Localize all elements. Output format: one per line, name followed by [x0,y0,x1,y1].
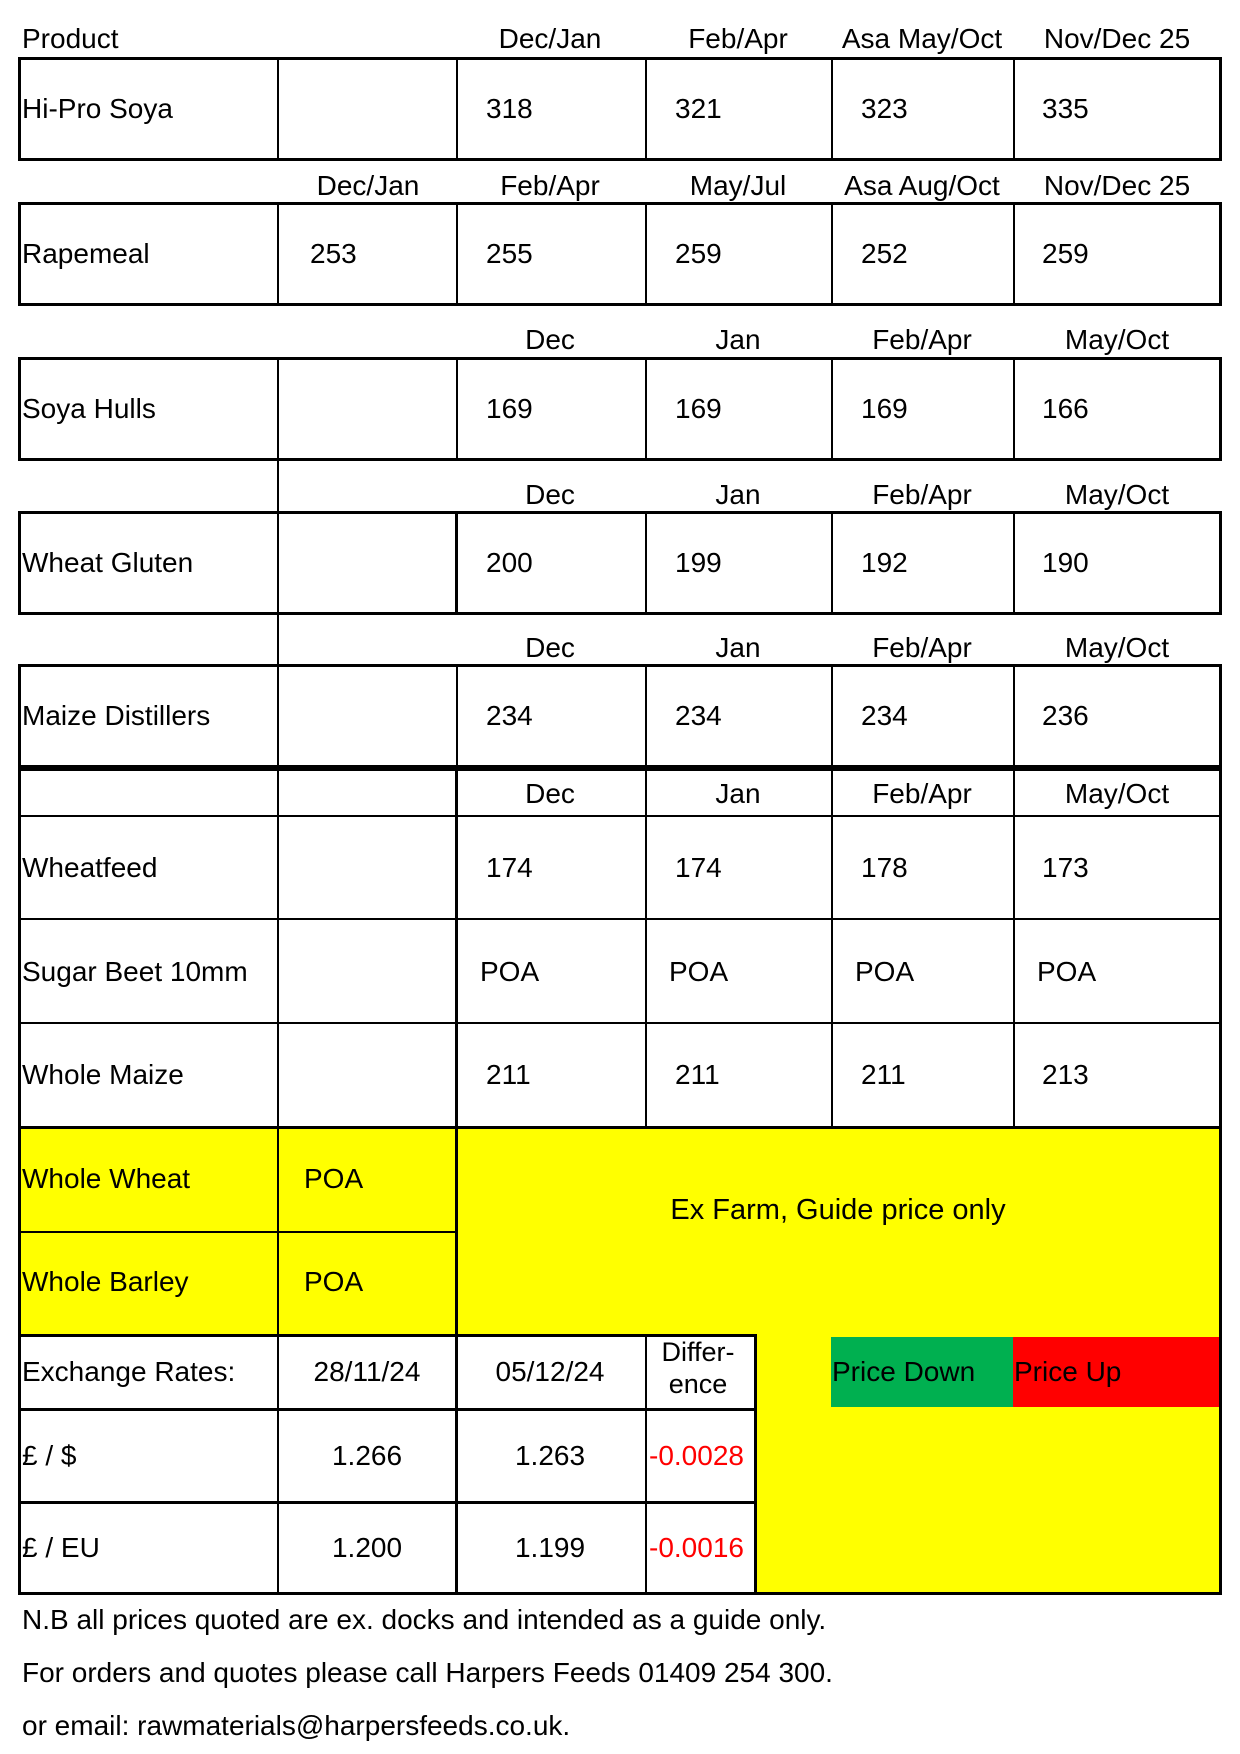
col-header: Feb/Apr [872,324,972,355]
price-cell: 169 [486,393,533,424]
rate-difference: -0.0028 [649,1440,744,1471]
exchange-label: Exchange Rates: [22,1356,236,1387]
product-name: Sugar Beet 10mm [22,956,248,987]
divider [456,357,458,461]
price-cell: 200 [486,547,533,578]
divider [277,768,279,1595]
divider [277,461,279,511]
divider [831,511,833,615]
product-name: Whole Wheat [22,1163,191,1194]
divider [831,202,833,306]
col-header-dec-jan: Dec/Jan [498,23,602,54]
col-header: Feb/Apr [872,778,972,809]
note-phone: For orders and quotes please call Harpers Feeds 01409 254 300. [22,1657,833,1688]
divider [18,1231,456,1233]
col-header-nov-dec-25: Nov/Dec 25 [1043,23,1191,54]
product-name: Hi-Pro Soya [22,93,173,124]
col-header: Dec [525,324,575,355]
price-cell: 259 [675,238,722,269]
legend-price-up: Price Up [1014,1356,1122,1387]
col-header: Feb/Apr [500,170,600,201]
price-cell: POA [1037,956,1097,987]
divider [1013,768,1015,1126]
price-cell: POA [855,956,915,987]
divider [277,57,279,161]
col-header: May/Jul [689,170,787,201]
legend-price-down: Price Down [832,1356,976,1387]
divider [18,1126,1222,1129]
divider [1013,511,1015,615]
price-cell: 321 [675,93,722,124]
price-cell: 192 [861,547,908,578]
divider [18,918,1222,920]
price-cell: 255 [486,238,533,269]
divider [645,511,647,615]
price-cell: 259 [1042,238,1089,269]
price-cell: 234 [486,700,533,731]
rate-cell: 1.199 [514,1532,586,1563]
price-cell: 211 [861,1059,906,1090]
divider [277,202,279,306]
price-cell: 173 [1042,852,1089,883]
col-header: Jan [715,778,761,809]
product-name: Maize Distillers [22,700,211,731]
note-email: or email: rawmaterials@harpersfeeds.co.uk. [22,1710,571,1741]
rate-cell: 1.266 [331,1440,403,1471]
price-cell: POA [304,1163,364,1194]
divider [18,1022,1222,1024]
divider [831,664,833,768]
col-header: Dec [525,479,575,510]
price-cell: 174 [675,852,722,883]
price-cell: 335 [1042,93,1089,124]
divider [456,57,458,161]
col-header: Feb/Apr [872,632,972,663]
col-header: Jan [715,479,761,510]
divider [456,664,458,768]
col-header: May/Oct [1064,479,1170,510]
col-header: Asa Aug/Oct [844,170,1000,201]
price-cell: POA [304,1266,364,1297]
product-name: Whole Barley [22,1266,189,1297]
exchange-date-1: 28/11/24 [313,1356,421,1387]
currency-pair: £ / $ [22,1440,77,1471]
price-cell: 323 [861,93,908,124]
divider [277,357,279,461]
col-header: May/Oct [1064,324,1170,355]
divider [1013,357,1015,461]
divider [645,57,647,161]
divider [754,1334,757,1595]
divider [645,1334,647,1595]
difference-header-line2: ence [668,1369,728,1399]
product-name: Wheat Gluten [22,547,194,578]
col-header: May/Oct [1064,632,1170,663]
divider [456,202,458,306]
divider [645,202,647,306]
ex-farm-note: Ex Farm, Guide price only [670,1194,1006,1226]
product-name: Whole Maize [22,1059,184,1090]
divider [18,815,1222,817]
rate-cell: 1.263 [514,1440,586,1471]
price-cell: 169 [675,393,722,424]
price-cell: 252 [861,238,908,269]
divider [831,768,833,1126]
exchange-date-2: 05/12/24 [495,1356,605,1387]
price-cell: 166 [1042,393,1089,424]
product-header: Product [22,23,119,54]
divider [1013,202,1015,306]
col-header: Dec [525,778,575,809]
divider [1013,57,1015,161]
price-cell: 190 [1042,547,1089,578]
price-cell: POA [480,956,540,987]
col-header: Jan [715,324,761,355]
product-name: Wheatfeed [22,852,158,883]
price-cell: 253 [310,238,357,269]
col-header: May/Oct [1064,778,1170,809]
product-name: Soya Hulls [22,393,156,424]
divider [277,511,279,615]
rate-difference: -0.0016 [649,1532,744,1563]
lower-table [18,768,1222,1595]
price-cell: 178 [861,852,908,883]
price-cell: 199 [675,547,722,578]
product-name: Rapemeal [22,238,150,269]
divider [277,664,279,768]
divider [1013,664,1015,768]
rate-cell: 1.200 [331,1532,403,1563]
divider [645,357,647,461]
divider [645,768,647,1126]
price-cell: 234 [675,700,722,731]
note-disclaimer: N.B all prices quoted are ex. docks and intended as a guide only. [22,1604,827,1635]
divider [645,664,647,768]
divider [455,511,458,615]
col-header-asa-may-oct: Asa May/Oct [841,23,1003,54]
col-header: Nov/Dec 25 [1043,170,1191,201]
col-header: Feb/Apr [872,479,972,510]
price-cell: 236 [1042,700,1089,731]
divider [455,768,458,1595]
divider [831,57,833,161]
price-cell: 169 [861,393,908,424]
price-cell: 211 [675,1059,720,1090]
divider [277,615,279,665]
price-cell: 234 [861,700,908,731]
price-cell: 211 [486,1059,531,1090]
currency-pair: £ / EU [22,1532,100,1563]
col-header-feb-apr: Feb/Apr [688,23,788,54]
price-cell: 318 [486,93,533,124]
col-header: Dec/Jan [316,170,420,201]
col-header: Jan [715,632,761,663]
col-header: Dec [525,632,575,663]
price-cell: 213 [1042,1059,1089,1090]
divider [831,357,833,461]
difference-header-line1: Differ- [661,1337,735,1367]
price-cell: POA [669,956,729,987]
price-cell: 174 [486,852,533,883]
